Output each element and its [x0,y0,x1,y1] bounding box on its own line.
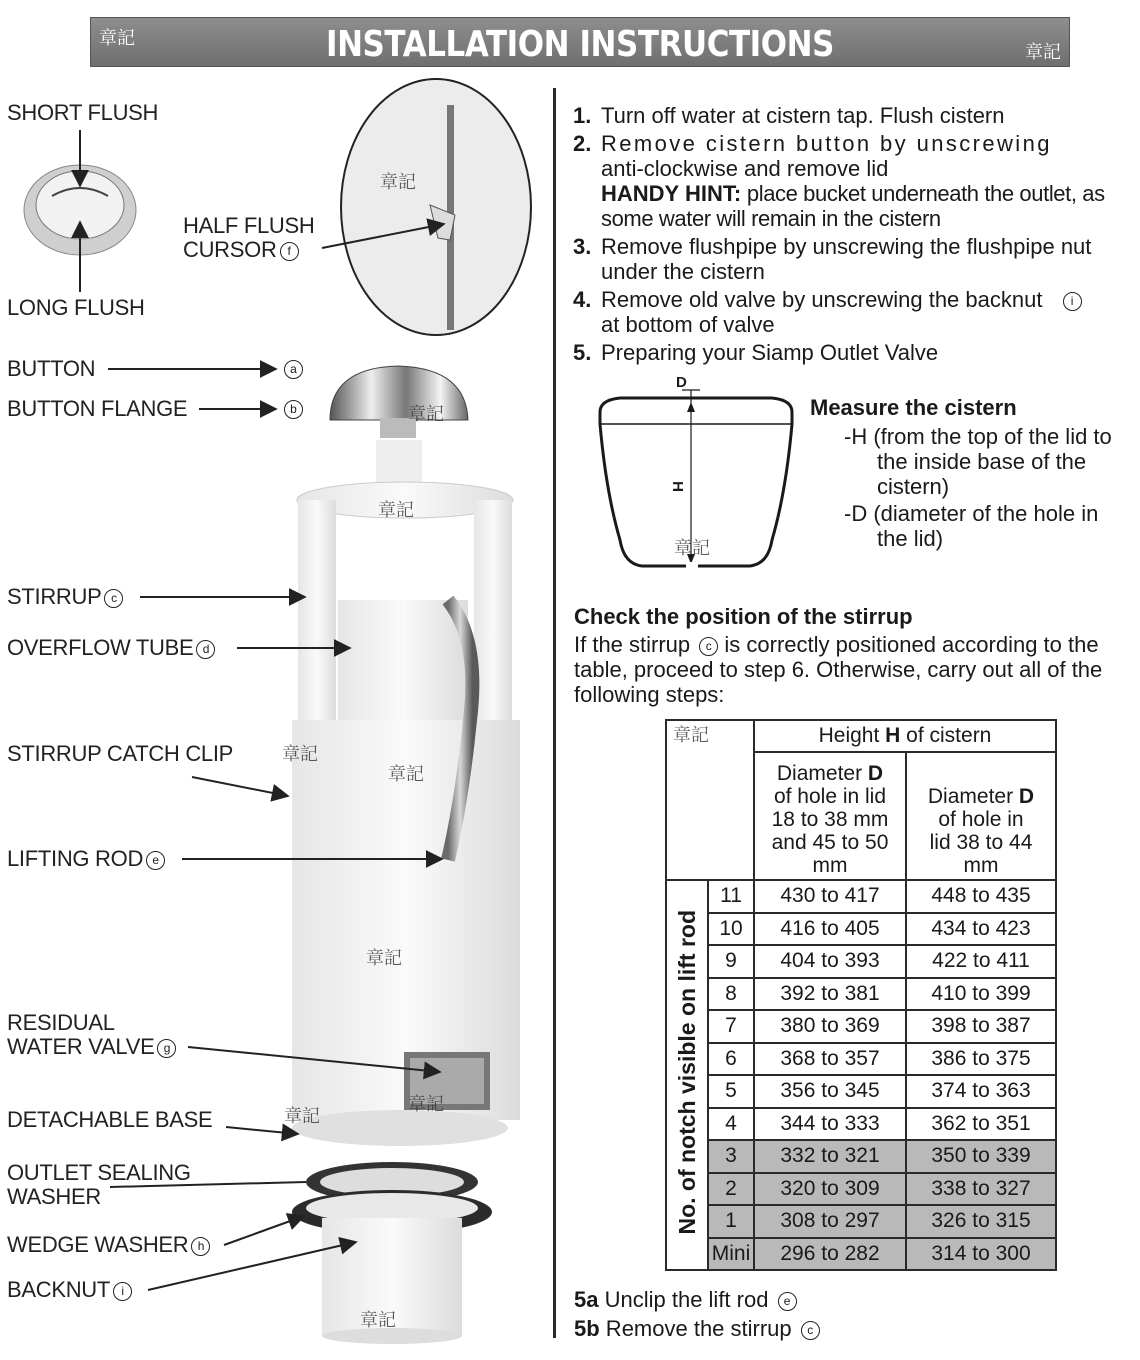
col2-pre: Diameter [927,785,1019,808]
watermark: 章記 [378,500,414,521]
label-lifting-rod-text: LIFTING ROD [7,846,144,871]
stirrup-check-title: Check the position of the stirrup [574,604,913,629]
watermark: 章記 [408,404,444,425]
height-range-a: 430 to 417 [754,880,906,913]
cistern-label-d: D [676,374,687,391]
marker-c: c [699,637,718,656]
measure-title: Measure the cistern [810,395,1017,420]
watermark: 章記 [408,1094,444,1115]
valve-diagram [0,0,555,1360]
col2-post: of hole in lid 38 to 44 mm [929,808,1033,877]
step-text: Remove the stirrup [599,1316,798,1341]
marker-b: b [284,400,303,419]
header-post: of cistern [900,724,992,747]
height-range-a: 404 to 393 [754,945,906,978]
push-button-illustration [24,130,136,292]
step-text: Unclip the lift rod [598,1287,775,1312]
cistern-label-h: H [668,481,686,492]
label-detachable-base: DETACHABLE BASE [7,1107,213,1132]
marker-c: c [801,1321,820,1340]
label-half-flush-line1: HALF FLUSH [183,213,315,238]
notch-cell: 5 [708,1075,754,1108]
step-number: 5a [574,1287,599,1312]
marker-e: e [778,1292,797,1311]
stirrup-position-table [665,719,1057,1271]
watermark: 章記 [366,948,402,969]
step-text: Remove old valve by unscrewing the backnut [601,287,1043,312]
label-outlet-line2: WASHER [7,1184,101,1209]
col1-bold: D [867,762,884,785]
step-number: 4. [573,287,592,312]
marker-d: d [196,640,215,659]
label-residual-water-valve [7,1011,176,1059]
height-range-a: 320 to 309 [754,1173,906,1206]
watermark: 章記 [673,725,709,746]
label-backnut [7,1278,132,1302]
label-overflow-tube [7,636,215,660]
table-row [666,1238,1056,1271]
step-number: 3. [573,234,592,259]
notch-cell: 10 [708,913,754,946]
label-button-flange: BUTTON FLANGE [7,396,188,421]
height-range-b: 326 to 315 [906,1205,1056,1238]
step-text: Remove cistern button by unscrewing [601,131,1052,156]
table-body [666,880,1056,1270]
watermark: 章記 [1025,42,1061,63]
height-range-b: 338 to 327 [906,1173,1056,1206]
label-wedge-washer-text: WEDGE WASHER [7,1232,189,1257]
half-flush-zoom [322,79,531,335]
watermark: 章記 [380,172,416,193]
step-5b [574,1316,820,1342]
label-button: BUTTON [7,356,96,381]
step-1 [573,103,1133,128]
table-row [666,1140,1056,1173]
stirrup-check-text [574,632,1134,707]
label-residual-line2: WATER VALVE [7,1034,155,1059]
height-range-b: 350 to 339 [906,1140,1056,1173]
measure-h: -H (from the top of the lid to the inside base of the cistern) [844,424,1112,499]
height-range-b: 410 to 399 [906,978,1056,1011]
table-row [666,880,1056,913]
table-row [666,913,1056,946]
label-wedge-washer [7,1233,210,1257]
label-residual-line1: RESIDUAL [7,1010,115,1035]
notch-cell: 4 [708,1108,754,1141]
col1-post: of hole in lid 18 to 38 mm and 45 to 50 mm [771,785,889,877]
height-range-b: 362 to 351 [906,1108,1056,1141]
notch-cell: 7 [708,1010,754,1043]
label-half-flush-line2: CURSOR [183,237,277,262]
table-row [666,945,1056,978]
watermark: 章記 [284,1106,320,1127]
marker-f: f [280,242,299,261]
notch-cell: 9 [708,945,754,978]
height-range-a: 308 to 297 [754,1205,906,1238]
label-backnut-text: BACKNUT [7,1277,111,1302]
table-row [666,1075,1056,1108]
height-range-b: 398 to 387 [906,1010,1056,1043]
label-short-flush: SHORT FLUSH [7,100,159,125]
notch-cell: 3 [708,1140,754,1173]
watermark: 章記 [388,764,424,785]
column-divider [553,88,556,1338]
watermark: 章記 [282,744,318,765]
label-stirrup-catch-clip: STIRRUP CATCH CLIP [7,741,234,766]
marker-h: h [191,1237,210,1256]
header-pre: Height [818,724,886,747]
table-row [666,1108,1056,1141]
step-text-cont: anti-clockwise and remove lid [601,156,889,181]
step-5 [573,340,1133,365]
col1-pre: Diameter [776,762,868,785]
marker-i: i [1063,292,1082,311]
height-range-a: 296 to 282 [754,1238,906,1271]
step-number: 5b [574,1316,600,1341]
height-range-a: 392 to 381 [754,978,906,1011]
height-range-b: 374 to 363 [906,1075,1056,1108]
height-range-b: 422 to 411 [906,945,1056,978]
marker-c: c [104,589,123,608]
watermark: 章記 [674,538,710,559]
table-row [666,978,1056,1011]
step-text: Remove flushpipe by unscrewing the flushpipe nut under the cistern [601,234,1092,284]
table-row [666,1205,1056,1238]
handy-hint-label: HANDY HINT: [601,181,742,206]
watermark: 章記 [360,1310,396,1331]
marker-a: a [284,360,303,379]
notch-cell: 1 [708,1205,754,1238]
table-col2-header [906,752,1056,880]
step-number: 1. [573,103,592,128]
step-3 [573,234,1133,284]
step-number: 2. [573,131,592,156]
stirrup-check-post: is correctly positioned according to the table, proceed to step 6. Otherwise, carry out all of the following steps: [574,632,1103,707]
label-stirrup-text: STIRRUP [7,584,102,609]
height-range-a: 380 to 369 [754,1010,906,1043]
instruction-steps [573,103,1133,368]
notch-cell: 2 [708,1173,754,1206]
notch-cell: Mini [708,1238,754,1271]
stirrup-check-pre: If the stirrup [574,632,691,657]
height-range-a: 416 to 405 [754,913,906,946]
table-header-height [754,720,1056,752]
height-range-a: 332 to 321 [754,1140,906,1173]
step-text: Preparing your Siamp Outlet Valve [601,340,939,365]
step-text-cont: at bottom of valve [601,312,775,337]
height-range-a: 344 to 333 [754,1108,906,1141]
table-row [666,1173,1056,1206]
marker-e: e [146,851,165,870]
label-long-flush: LONG FLUSH [7,295,145,320]
height-range-b: 434 to 423 [906,913,1056,946]
step-4 [573,287,1133,337]
step-text: Turn off water at cistern tap. Flush cistern [601,103,1005,128]
watermark: 章記 [99,28,135,49]
table-corner [666,720,754,880]
marker-i: i [113,1282,132,1301]
label-half-flush [183,214,314,262]
col2-bold: D [1018,785,1035,808]
table-row [666,1043,1056,1076]
table-row [666,1010,1056,1043]
height-range-b: 448 to 435 [906,880,1056,913]
side-label-text: No. of notch visible on lift rod [673,909,700,1235]
table-col1-header [754,752,906,880]
height-range-a: 356 to 345 [754,1075,906,1108]
step-5a [574,1287,797,1313]
handy-hint-text: place bucket underneath the outlet, as some water will remain in the cistern [601,181,1105,231]
table-side-label [666,880,708,1270]
label-overflow-tube-text: OVERFLOW TUBE [7,635,194,660]
label-outlet-line1: OUTLET SEALING [7,1160,191,1185]
marker-g: g [157,1039,176,1058]
height-range-a: 368 to 357 [754,1043,906,1076]
notch-cell: 6 [708,1043,754,1076]
label-outlet-sealing-washer [7,1161,191,1209]
label-lifting-rod [7,847,165,871]
label-stirrup [7,585,123,609]
height-range-b: 386 to 375 [906,1043,1056,1076]
page-title: INSTALLATION INSTRUCTIONS [325,24,835,65]
step-number: 5. [573,340,592,365]
notch-cell: 11 [708,880,754,913]
notch-cell: 8 [708,978,754,1011]
header-bold: H [885,724,901,747]
step-2 [573,131,1133,231]
measure-d: -D (diameter of the hole in the lid) [844,501,1099,551]
height-range-b: 314 to 300 [906,1238,1056,1271]
